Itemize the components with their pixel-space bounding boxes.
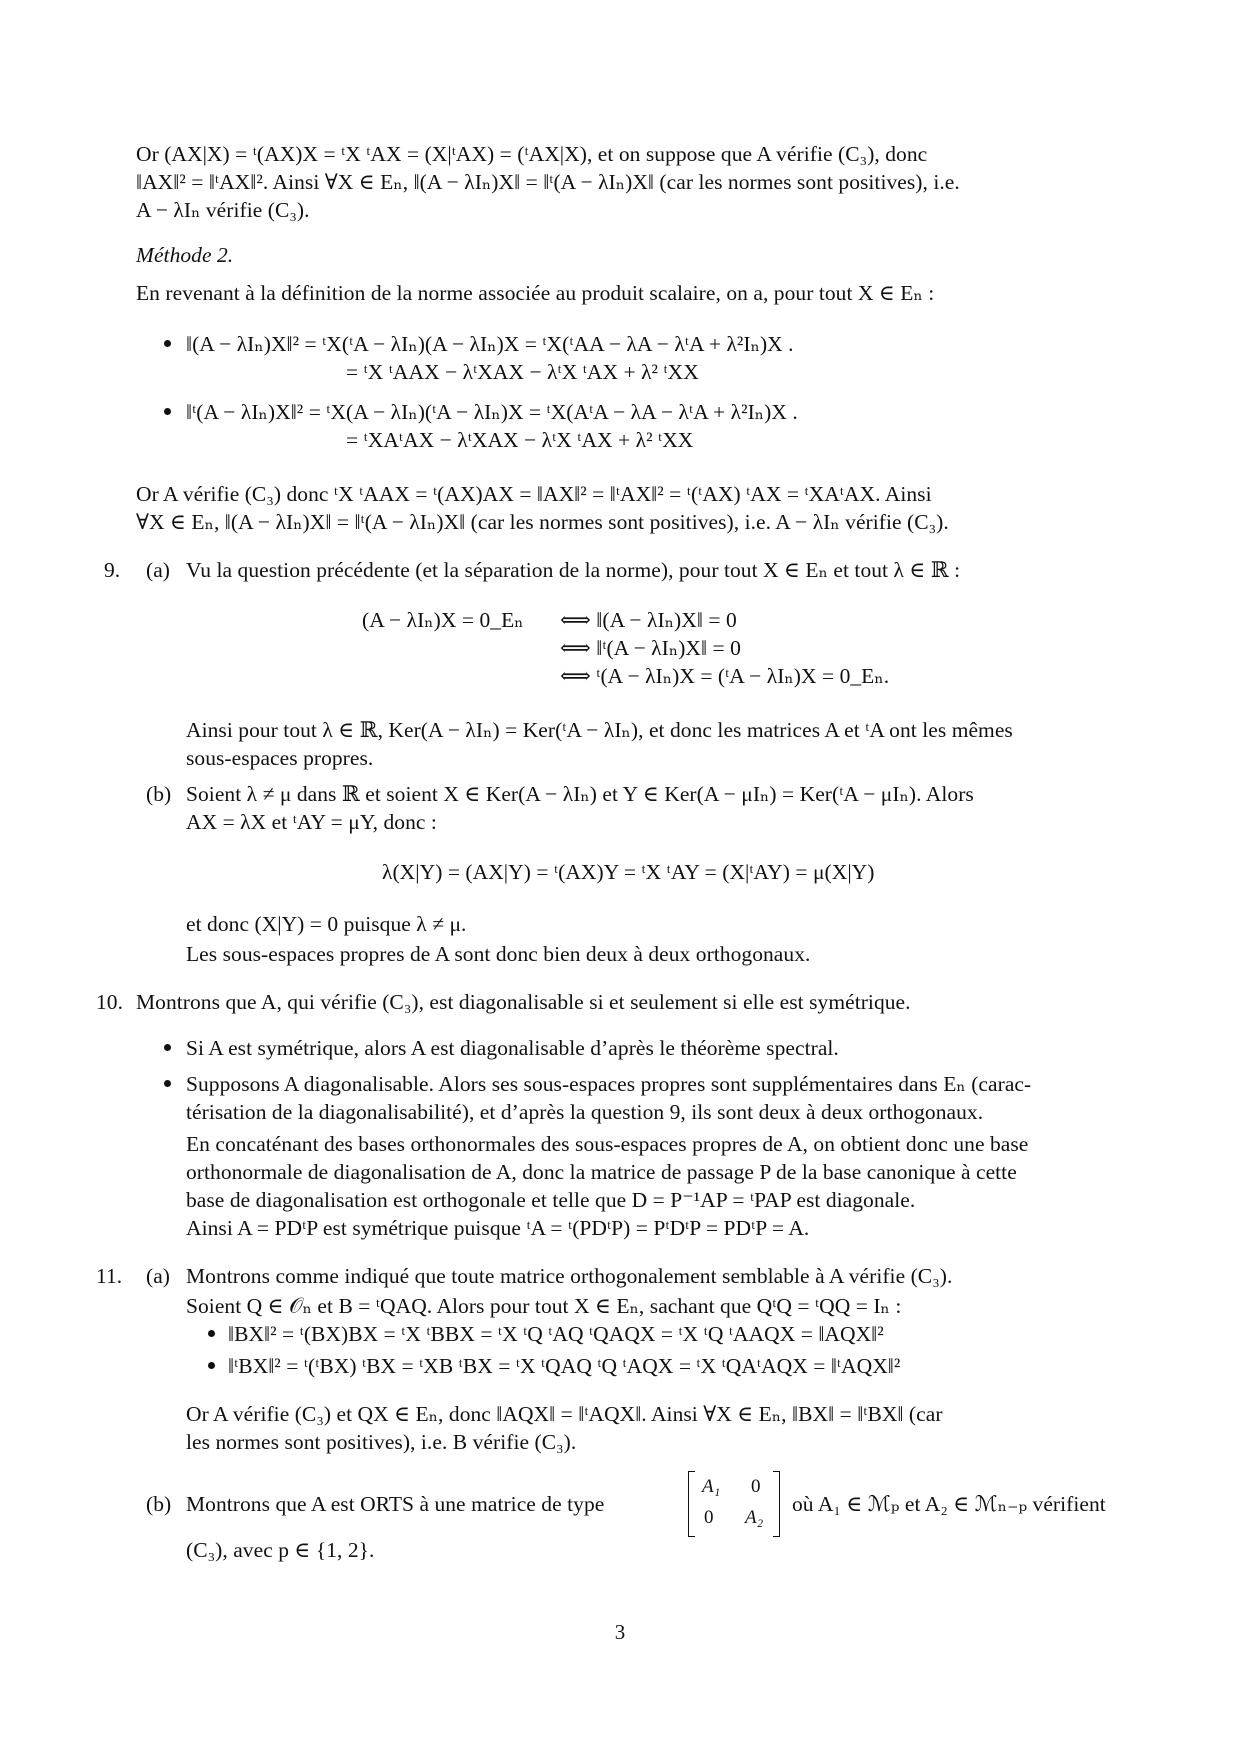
- method2-intro: En revenant à la définition de la norme associée au produit scalaire, on a, pour tout X ∈ Eₙ :: [136, 281, 935, 305]
- question-10-bullet-2-line-5: base de diagonalisation est orthogonale et telle que D = P⁻¹AP = ᵗPAP est diagonale.: [186, 1188, 916, 1212]
- question-11a-line-2: Soient Q ∈ 𝒪ₙ et B = ᵗQAQ. Alors pour tout X ∈ Eₙ, sachant que QᵗQ = ᵗQQ = Iₙ :: [186, 1294, 902, 1318]
- matrix-left-bracket: [688, 1471, 695, 1537]
- question-11a-conclusion-line-1: Or A vérifie (C₃) et QX ∈ Eₙ, donc ‖AQX‖ = ‖ᵗAQX‖. Ainsi ∀X ∈ Eₙ, ‖BX‖ = ‖ᵗBX‖ (car: [186, 1402, 943, 1426]
- question-11a-label: (a): [146, 1264, 171, 1288]
- question-11b-line-1-post: où A₁ ∈ ℳₚ et A₂ ∈ ℳₙ₋ₚ vérifient: [792, 1492, 1106, 1516]
- question-10-bullet-2-line-1: Supposons A diagonalisable. Alors ses sous-espaces propres sont supplémentaires dans Eₙ (carac-: [186, 1072, 1032, 1096]
- page-number: 3: [614, 1620, 626, 1644]
- question-9b-line-1: Soient λ ≠ μ dans ℝ et soient X ∈ Ker(A − λIₙ) et Y ∈ Ker(A − μIₙ) = Ker(ᵗA − μIₙ). Alors: [186, 782, 974, 806]
- question-9b-label: (b): [146, 782, 172, 806]
- method2-bullet1-line2: = ᵗX ᵗAAX − λᵗXAX − λᵗX ᵗAX + λ² ᵗXX: [346, 360, 699, 384]
- matrix-cell: A₂: [745, 1507, 764, 1528]
- block-matrix: [688, 1471, 780, 1537]
- question-11a-bullet-1: ‖BX‖² = ᵗ(BX)BX = ᵗX ᵗBBX = ᵗX ᵗQ ᵗAQ ᵗQAQX = ᵗX ᵗQ ᵗAAQX = ‖AQX‖²: [228, 1322, 884, 1346]
- question-9-number: 9.: [104, 558, 121, 582]
- equivalence-row: ⟺ ‖(A − λIₙ)X‖ = 0: [560, 608, 737, 632]
- question-10-number: 10.: [96, 990, 124, 1014]
- question-9b-conclusion-1: et donc (X|Y) = 0 puisque λ ≠ μ.: [186, 912, 467, 936]
- bullet-icon: [164, 408, 171, 415]
- method2-conclusion-line-2: ∀X ∈ Eₙ, ‖(A − λIₙ)X‖ = ‖ᵗ(A − λIₙ)X‖ (car les normes sont positives), i.e. A − λIₙ vérifie (C₃).: [136, 510, 949, 534]
- question-10-bullet-1: Si A est symétrique, alors A est diagonalisable d’après le théorème spectral.: [186, 1036, 839, 1060]
- question-11b-line-2: (C₃), avec p ∈ {1, 2}.: [186, 1538, 375, 1562]
- question-11a-line-1: Montrons comme indiqué que toute matrice orthogonalement semblable à A vérifie (C₃).: [186, 1264, 953, 1288]
- matrix-cell: A₁: [702, 1476, 721, 1497]
- intro-line-1: Or (AX|X) = ᵗ(AX)X = ᵗX ᵗAX = (X|ᵗAX) = (ᵗAX|X), et on suppose que A vérifie (C₃), donc: [136, 142, 928, 166]
- matrix-cell: 0: [751, 1476, 761, 1497]
- question-9a-conclusion-line-1: Ainsi pour tout λ ∈ ℝ, Ker(A − λIₙ) = Ker(ᵗA − λIₙ), et donc les matrices A et ᵗA ont les mêmes: [186, 718, 1013, 742]
- question-11-number: 11.: [96, 1264, 123, 1288]
- question-10-bullet-2-line-4: orthonormale de diagonalisation de A, donc la matrice de passage P de la base canonique à cette: [186, 1160, 1017, 1184]
- method2-bullet2-line1: ‖ᵗ(A − λIₙ)X‖² = ᵗX(A − λIₙ)(ᵗA − λIₙ)X = ᵗX(AᵗA − λA − λᵗA + λ²Iₙ)X .: [186, 400, 798, 424]
- matrix-right-bracket: [773, 1471, 780, 1537]
- question-10-bullet-2-line-3: En concaténant des bases orthonormales des sous-espaces propres de A, on obtient donc une base: [186, 1132, 1029, 1156]
- bullet-icon: [164, 1044, 171, 1051]
- question-9b-equation: λ(X|Y) = (AX|Y) = ᵗ(AX)Y = ᵗX ᵗAY = (X|ᵗAY) = μ(X|Y): [382, 860, 875, 884]
- question-11a-bullet-2: ‖ᵗBX‖² = ᵗ(ᵗBX) ᵗBX = ᵗXB ᵗBX = ᵗX ᵗQAQ ᵗQ ᵗAQX = ᵗX ᵗQAᵗAQX = ‖ᵗAQX‖²: [228, 1354, 901, 1378]
- method2-bullet1-line1: ‖(A − λIₙ)X‖² = ᵗX(ᵗA − λIₙ)(A − λIₙ)X = ᵗX(ᵗAA − λA − λᵗA + λ²Iₙ)X .: [186, 332, 794, 356]
- question-9a-intro: Vu la question précédente (et la séparation de la norme), pour tout X ∈ Eₙ et tout λ ∈ ℝ :: [186, 558, 961, 582]
- equivalence-row: ⟺ ᵗ(A − λIₙ)X = (ᵗA − λIₙ)X = 0_Eₙ.: [560, 664, 890, 688]
- method2-bullet2-line2: = ᵗXAᵗAX − λᵗXAX − λᵗX ᵗAX + λ² ᵗXX: [346, 428, 694, 452]
- intro-line-3: A − λIₙ vérifie (C₃).: [136, 198, 310, 222]
- bullet-icon: [164, 1080, 171, 1087]
- question-11b-line-1-pre: Montrons que A est ORTS à une matrice de type: [186, 1492, 605, 1516]
- question-10-bullet-2-line-6: Ainsi A = PDᵗP est symétrique puisque ᵗA = ᵗ(PDᵗP) = PᵗDᵗP = PDᵗP = A.: [186, 1216, 810, 1240]
- question-11b-label: (b): [146, 1492, 172, 1516]
- bullet-icon: [208, 1330, 215, 1337]
- equivalence-lhs: (A − λIₙ)X = 0_Eₙ: [362, 608, 524, 632]
- question-10-intro: Montrons que A, qui vérifie (C₃), est diagonalisable si et seulement si elle est symétrique.: [136, 990, 911, 1014]
- question-9a-label: (a): [146, 558, 171, 582]
- bullet-icon: [164, 340, 171, 347]
- equivalence-row: ⟺ ‖ᵗ(A − λIₙ)X‖ = 0: [560, 636, 741, 660]
- question-10-bullet-2-line-2: térisation de la diagonalisabilité), et d’après la question 9, ils sont deux à deux orthogonaux.: [186, 1100, 984, 1124]
- bullet-icon: [208, 1362, 215, 1369]
- intro-line-2: ‖AX‖² = ‖ᵗAX‖². Ainsi ∀X ∈ Eₙ, ‖(A − λIₙ)X‖ = ‖ᵗ(A − λIₙ)X‖ (car les normes sont positives), i.e.: [136, 170, 960, 194]
- method2-heading: Méthode 2.: [136, 243, 234, 267]
- question-11a-conclusion-line-2: les normes sont positives), i.e. B vérifie (C₃).: [186, 1430, 577, 1454]
- matrix-cell: 0: [704, 1507, 714, 1528]
- method2-conclusion-line-1: Or A vérifie (C₃) donc ᵗX ᵗAAX = ᵗ(AX)AX = ‖AX‖² = ‖ᵗAX‖² = ᵗ(ᵗAX) ᵗAX = ᵗXAᵗAX. Ainsi: [136, 482, 932, 506]
- question-9a-conclusion-line-2: sous-espaces propres.: [186, 746, 374, 770]
- question-9b-line-2: AX = λX et ᵗAY = μY, donc :: [186, 810, 437, 834]
- question-9b-conclusion-2: Les sous-espaces propres de A sont donc bien deux à deux orthogonaux.: [186, 942, 811, 966]
